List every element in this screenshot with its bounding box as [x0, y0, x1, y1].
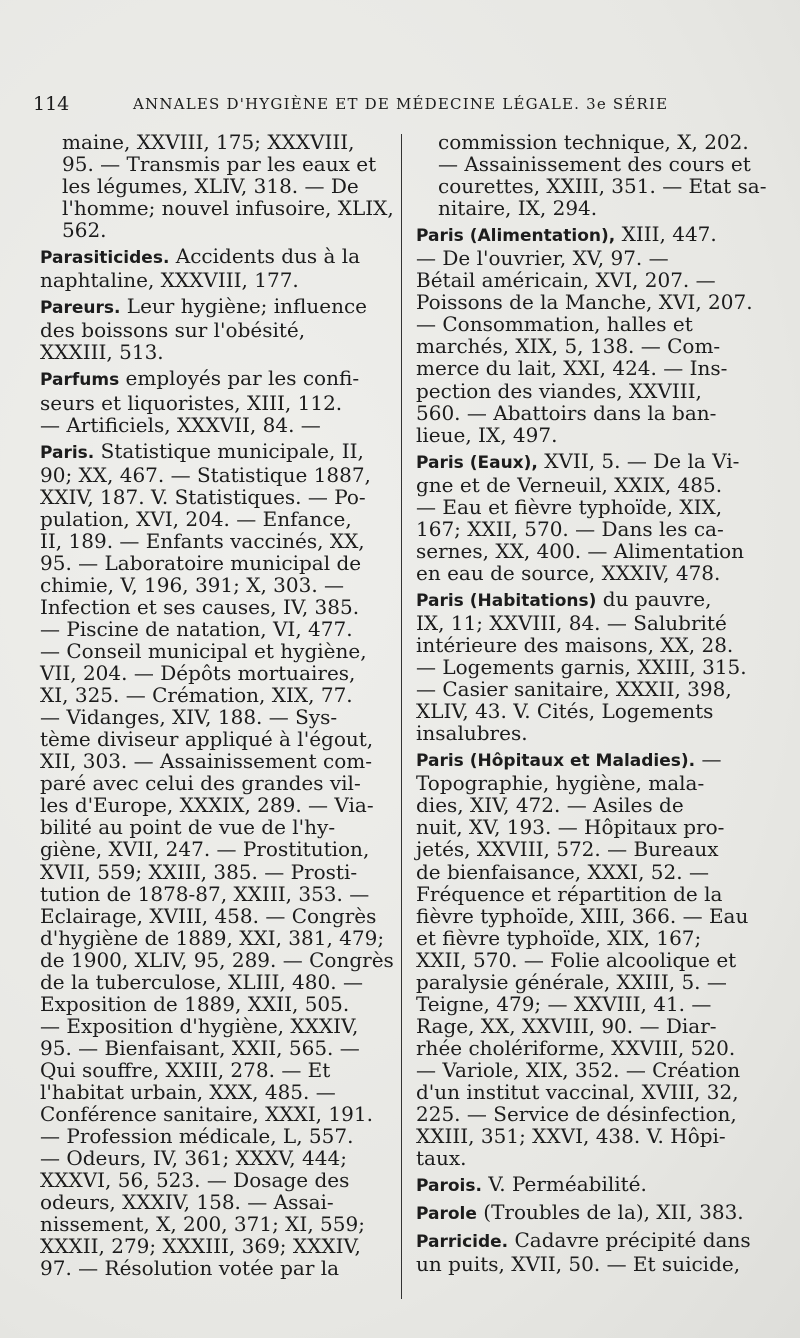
entry-line	[416, 400, 768, 425]
entry-text: pection des viandes, XXVIII,	[416, 378, 702, 403]
entry-text: — Profession médicale, L, 557.	[40, 1124, 354, 1149]
index-entry	[416, 588, 768, 744]
entry-text: XXIV, 187. V. Statistiques. — Po-	[40, 484, 366, 509]
entry-line	[40, 244, 392, 269]
entry-line	[438, 131, 768, 153]
entry-text: fièvre typhoïde, XIII, 366. — Eau	[416, 903, 749, 928]
entry-text: 95. — Transmis par les eaux et	[62, 152, 377, 177]
entry-text: 95. — Bienfaisant, XXII, 565. —	[40, 1035, 360, 1060]
entry-text: VII, 204. — Dépôts mortuaires,	[40, 661, 356, 686]
entry-text: 562.	[62, 218, 107, 243]
entry-line	[416, 793, 768, 818]
entry-text: l'habitat urbain, XXX, 485. —	[40, 1079, 336, 1104]
entry-text: — Vidanges, XIV, 188. — Sys-	[40, 705, 338, 730]
entry-line	[416, 494, 768, 519]
entry-text: Bétail américain, XVI, 207. —	[416, 268, 716, 293]
entry-text: IX, 11; XXVIII, 84. — Salubrité	[416, 610, 727, 635]
entry-text: bilité au point de vue de l'hy-	[40, 815, 336, 840]
entry-line	[40, 1190, 392, 1215]
entry-line	[416, 815, 768, 840]
entry-text: maine, XXVIII, 175; XXXVIII,	[62, 130, 355, 154]
entry-line	[40, 903, 392, 928]
entry-text: Topographie, hygiène, mala-	[416, 771, 705, 796]
entry-text: de la tuberculose, XLIII, 480. —	[40, 969, 363, 994]
entry-text: Rage, XX, XXVIII, 90. — Diar-	[416, 1013, 717, 1038]
entry-line	[40, 506, 392, 531]
entry-line	[40, 340, 392, 365]
entry-text: tème diviseur appliqué à l'égout,	[40, 727, 374, 752]
entry-line	[40, 268, 392, 293]
entry-text: jetés, XXVIII, 572. — Bureaux	[416, 837, 719, 862]
entry-headword: Parricide.	[416, 1232, 509, 1253]
entry-text: — Eau et fièvre typhoïde, XIX,	[416, 494, 723, 519]
entry-text: d'hygiène de 1889, XXI, 381, 479;	[40, 925, 385, 950]
entry-text: 560. — Abattoirs dans la ban-	[416, 400, 717, 425]
entry-text: — Assainissement des cours et	[438, 152, 751, 177]
entry-text: nissement, X, 200, 371; XI, 559;	[40, 1212, 365, 1237]
index-entry	[40, 295, 392, 363]
entry-line	[416, 1228, 768, 1253]
entry-text: 90; XX, 467. — Statistique 1887,	[40, 462, 371, 487]
entry-line	[62, 131, 392, 153]
entry-text: XXXIII, 513.	[40, 340, 164, 365]
entry-text: dies, XIV, 472. — Asiles de	[416, 793, 684, 818]
entry-line	[40, 859, 392, 884]
entry-line	[416, 633, 768, 658]
entry-text: seurs et liquoristes, XIII, 112.	[40, 390, 343, 415]
entry-text: Statistique municipale, II,	[94, 438, 364, 463]
index-entry	[416, 748, 768, 1169]
entry-text: du pauvre,	[596, 586, 712, 611]
entry-text: Fréquence et répartition de la	[416, 881, 723, 906]
entry-line	[416, 699, 768, 724]
entry-line	[62, 175, 392, 197]
entry-line	[40, 881, 392, 906]
entry-line	[40, 1124, 392, 1149]
entry-headword: Parasiticides.	[40, 248, 170, 269]
entry-line	[40, 683, 392, 708]
entry-text: lieue, IX, 497.	[416, 422, 558, 447]
entry-line	[416, 1252, 768, 1277]
entry-text: V. Perméabilité.	[481, 1172, 647, 1197]
entry-text: d'un institut vaccinal, XVIII, 32,	[416, 1079, 739, 1104]
entry-headword: Paris.	[40, 442, 95, 463]
entry-headword: Paris (Eaux),	[416, 452, 538, 473]
entry-line	[62, 197, 392, 219]
entry-line	[40, 1234, 392, 1259]
entry-text: en eau de source, XXXIV, 478.	[416, 560, 721, 585]
entry-line	[416, 1079, 768, 1104]
entry-text: Poissons de la Manche, XVI, 207.	[416, 290, 753, 315]
entry-line	[416, 991, 768, 1016]
entry-text: Exposition de 1889, XXII, 505.	[40, 991, 350, 1016]
entry-text: XXII, 570. — Folie alcoolique et	[416, 947, 737, 972]
entry-line	[416, 969, 768, 994]
entry-text: pulation, XVI, 204. — Enfance,	[40, 506, 352, 531]
entry-line	[40, 1256, 392, 1281]
entry-text: XLIV, 43. V. Cités, Logements	[416, 699, 714, 724]
entry-text: (Troubles de la), XII, 383.	[476, 1200, 744, 1225]
entry-text: — Piscine de natation, VI, 477.	[40, 616, 353, 641]
entry-text: XXIII, 351; XXVI, 438. V. Hôpi-	[416, 1124, 726, 1149]
entry-line	[40, 991, 392, 1016]
entry-line	[40, 528, 392, 553]
entry-text: — De l'ouvrier, XV, 97. —	[416, 246, 669, 271]
entry-text: de 1900, XLIV, 95, 289. — Congrès	[40, 947, 394, 972]
entry-line	[40, 616, 392, 641]
entry-text: giène, XVII, 247. — Prostitution,	[40, 837, 370, 862]
entry-line	[416, 721, 768, 746]
entry-line	[416, 268, 768, 293]
left-column	[40, 131, 392, 1279]
entry-line	[416, 655, 768, 680]
entry-line	[40, 390, 392, 415]
entry-headword: Pareurs.	[40, 298, 121, 319]
entry-line	[416, 925, 768, 950]
entry-text: — Consommation, halles et	[416, 312, 693, 337]
entry-text: XVII, 559; XXIII, 385. — Prosti-	[40, 859, 358, 884]
entry-headword: Parole	[416, 1204, 477, 1225]
entry-text: — Artificiels, XXXVII, 84. —	[40, 412, 321, 437]
entry-text: gne et de Verneuil, XXIX, 485.	[416, 472, 723, 497]
entry-text: Leur hygiène; influence	[120, 294, 368, 319]
entry-line	[416, 1102, 768, 1127]
entry-text: XI, 325. — Crémation, XIX, 77.	[40, 683, 353, 708]
entry-text: marchés, XIX, 5, 138. — Com-	[416, 334, 721, 359]
entry-line	[438, 175, 768, 197]
entry-line	[40, 1146, 392, 1171]
entry-line	[416, 586, 768, 612]
entry-text: — Conseil municipal et hygiène,	[40, 639, 367, 664]
entry-text: — Variole, XIX, 352. — Création	[416, 1057, 741, 1082]
entry-text: 97. — Résolution votée par la	[40, 1256, 340, 1281]
entry-line	[416, 246, 768, 271]
page-number: 114	[33, 93, 70, 115]
entry-line	[40, 661, 392, 686]
entry-line	[40, 1102, 392, 1127]
entry-line	[416, 222, 768, 247]
entry-text: taux.	[416, 1146, 467, 1171]
entry-text: courettes, XXIII, 351. — Etat sa-	[438, 174, 767, 199]
entry-line	[40, 294, 392, 319]
entry-line	[416, 516, 768, 541]
entry-line	[416, 560, 768, 585]
entry-line	[40, 1035, 392, 1060]
entry-text: l'homme; nouvel infusoire, XLIX,	[62, 196, 394, 221]
entry-line	[416, 472, 768, 497]
entry-text: — Logements garnis, XXIII, 315.	[416, 655, 747, 680]
entry-line	[40, 318, 392, 343]
entry-text: Infection et ses causes, IV, 385.	[40, 594, 360, 619]
entry-text: les d'Europe, XXXIX, 289. — Via-	[40, 793, 374, 818]
entry-line	[40, 815, 392, 840]
entry-line	[416, 859, 768, 884]
entry-line	[40, 462, 392, 487]
entry-text: intérieure des maisons, XX, 28.	[416, 633, 734, 658]
entry-text: rhée cholériforme, XXVIII, 520.	[416, 1035, 736, 1060]
entry-text: XVII, 5. — De la Vi-	[537, 448, 740, 473]
entry-line	[416, 903, 768, 928]
entry-line	[416, 378, 768, 403]
entry-text: et fièvre typhoïde, XIX, 167;	[416, 925, 702, 950]
entry-line	[416, 356, 768, 381]
entry-line	[416, 947, 768, 972]
index-entry	[40, 440, 392, 1280]
entry-line	[40, 793, 392, 818]
entry-text: nuit, XV, 193. — Hôpitaux pro-	[416, 815, 725, 840]
entry-text: paré avec celui des grandes vil-	[40, 771, 361, 796]
entry-text: de bienfaisance, XXXI, 52. —	[416, 859, 709, 884]
entry-line	[416, 881, 768, 906]
entry-line	[416, 290, 768, 315]
entry-line	[416, 677, 768, 702]
right-column	[416, 131, 768, 1275]
entry-line	[438, 153, 768, 175]
entry-text: — Exposition d'hygiène, XXXIV,	[40, 1013, 359, 1038]
entry-line	[40, 639, 392, 664]
entry-line	[40, 947, 394, 972]
entry-text: employés par les confi-	[119, 366, 360, 391]
entry-line	[40, 1013, 392, 1038]
entry-text: Eclairage, XVIII, 458. — Congrès	[40, 903, 377, 928]
entry-line	[416, 1013, 768, 1038]
entry-text: Conférence sanitaire, XXXI, 191.	[40, 1102, 373, 1127]
entry-text: XIII, 447.	[615, 222, 717, 247]
entry-line	[416, 422, 768, 447]
entry-line	[40, 837, 392, 862]
entry-text: chimie, V, 196, 391; X, 303. —	[40, 572, 345, 597]
running-title: ANNALES D'HYGIÈNE ET DE MÉDECINE LÉGALE. 3e SÉRIE	[133, 95, 669, 113]
entry-line	[416, 1124, 768, 1149]
entry-text: 225. — Service de désinfection,	[416, 1102, 737, 1127]
entry-line	[40, 969, 392, 994]
entry-line	[416, 448, 768, 474]
entry-text: 167; XXII, 570. — Dans les ca-	[416, 516, 724, 541]
entry-text: naphtaline, XXXVIII, 177.	[40, 268, 299, 293]
entry-line	[416, 747, 768, 772]
entry-line	[416, 610, 768, 635]
entry-text: Teigne, 479; — XXVIII, 41. —	[416, 991, 712, 1016]
entry-line	[40, 1079, 392, 1104]
index-entry	[416, 450, 768, 584]
entry-line	[40, 572, 392, 597]
entry-text: Cadavre précipité dans	[508, 1228, 751, 1253]
entry-text: XXXII, 279; XXXIII, 369; XXXIV,	[40, 1234, 361, 1259]
entry-text: paralysie générale, XXIII, 5. —	[416, 969, 727, 994]
entry-text: XII, 303. — Assainissement com-	[40, 749, 372, 774]
entry-line	[40, 1212, 392, 1237]
entry-headword: Paris (Hôpitaux et Maladies).	[416, 751, 696, 772]
entry-line	[40, 594, 392, 619]
column-divider	[401, 134, 402, 1299]
index-entry	[416, 1201, 768, 1225]
entry-text: 95. — Laboratoire municipal de	[40, 550, 362, 575]
entry-line	[40, 438, 392, 464]
index-entry	[416, 1173, 768, 1197]
entry-text: sernes, XX, 400. — Alimentation	[416, 538, 745, 563]
entry-text: II, 189. — Enfants vaccinés, XX,	[40, 528, 365, 553]
entry-text: —	[695, 747, 722, 772]
entry-text: — Odeurs, IV, 361; XXXV, 444;	[40, 1146, 347, 1171]
entry-headword: Paris (Habitations)	[416, 590, 597, 611]
entry-line	[40, 366, 392, 391]
entry-line	[416, 312, 768, 337]
entry-line	[416, 1057, 768, 1082]
entry-line	[40, 412, 392, 437]
entry-line	[40, 705, 392, 730]
entry-line	[416, 837, 768, 862]
entry-line	[416, 1146, 768, 1171]
entry-text: un puits, XVII, 50. — Et suicide,	[416, 1252, 741, 1277]
index-entry	[416, 223, 768, 445]
entry-line	[62, 219, 392, 241]
entry-line	[416, 1035, 768, 1060]
entry-line	[438, 197, 768, 219]
entry-text: Accidents dus à la	[169, 244, 361, 269]
entry-line	[416, 1200, 768, 1225]
entry-line	[40, 749, 392, 774]
entry-line	[40, 727, 392, 752]
entry-text: des boissons sur l'obésité,	[40, 318, 306, 343]
entry-line	[40, 484, 392, 509]
entry-line	[416, 334, 768, 359]
entry-line	[416, 1172, 768, 1197]
index-entry	[416, 1229, 768, 1275]
entry-text: nitaire, IX, 294.	[438, 196, 598, 221]
entry-line	[416, 771, 768, 796]
entry-text: commission technique, X, 202.	[438, 130, 749, 154]
entry-text: XXXVI, 56, 523. — Dosage des	[40, 1168, 350, 1193]
entry-line	[40, 771, 392, 796]
entry-line	[40, 550, 392, 575]
entry-headword: Parfums	[40, 370, 120, 391]
entry-line	[40, 1057, 392, 1082]
entry-line	[416, 538, 768, 563]
entry-headword: Parois.	[416, 1176, 482, 1197]
entry-text: Qui souffre, XXIII, 278. — Et	[40, 1057, 331, 1082]
index-entry	[40, 245, 392, 291]
entry-text: les légumes, XLIV, 318. — De	[62, 174, 359, 199]
index-entry	[40, 131, 392, 241]
entry-text: — Casier sanitaire, XXXII, 398,	[416, 677, 732, 702]
running-header	[33, 93, 753, 119]
entry-line	[40, 1168, 392, 1193]
index-entry	[416, 131, 768, 219]
entry-headword: Paris (Alimentation),	[416, 226, 616, 247]
entry-text: merce du lait, XXI, 424. — Ins-	[416, 356, 728, 381]
entry-text: tution de 1878-87, XXIII, 353. —	[40, 881, 370, 906]
entry-text: odeurs, XXXIV, 158. — Assai-	[40, 1190, 334, 1215]
entry-line	[62, 153, 392, 175]
entry-text: insalubres.	[416, 721, 528, 746]
entry-line	[40, 925, 392, 950]
index-entry	[40, 367, 392, 435]
